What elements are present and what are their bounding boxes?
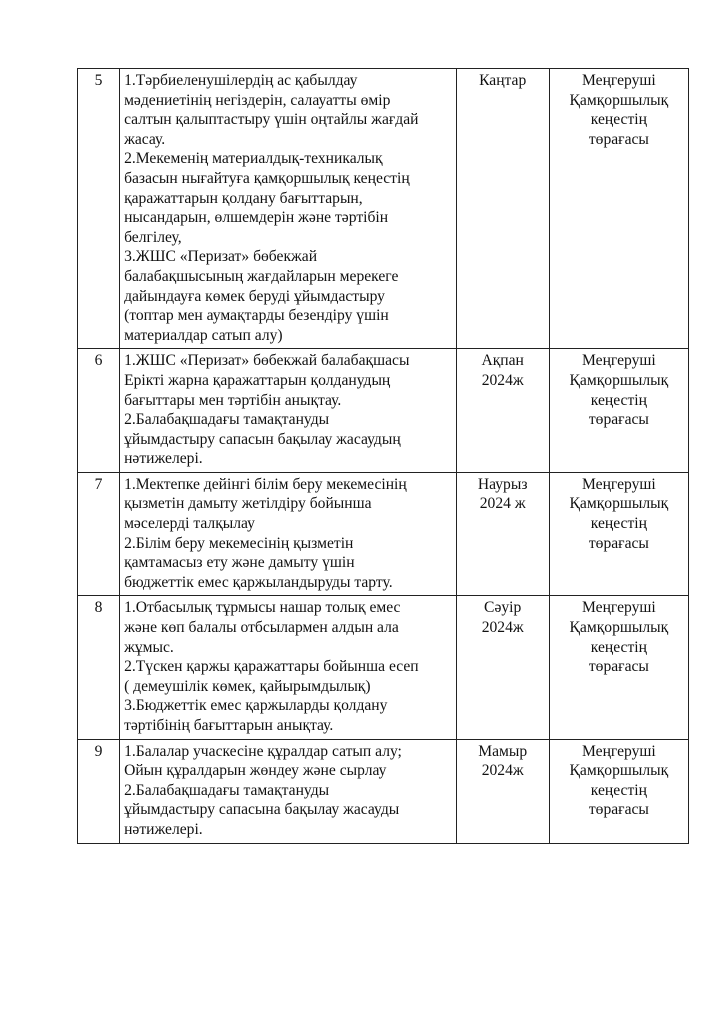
table-row	[78, 739, 689, 843]
activity-text-line: бюджеттік емес қаржыландыруды тарту.	[124, 573, 393, 591]
activity-text-line: 1.Балалар учаскесіне құралдар сатып алу;	[124, 742, 402, 760]
row-number: 8	[94, 599, 103, 617]
row-number: 7	[94, 475, 103, 493]
activity-text-line: 2.Мекеменің материалдық-техникалық	[124, 150, 383, 168]
table-row	[78, 596, 689, 739]
plan-table	[77, 68, 689, 844]
responsible-text-line: кеңестің	[590, 111, 647, 129]
activity-text-line: қаражаттарын қолдану бағыттарын,	[124, 189, 363, 207]
responsible-cell	[549, 739, 688, 843]
date-text-line: Наурыз	[477, 475, 528, 493]
date-text-line: 2024 ж	[479, 495, 526, 513]
activity-text-line: 3.ЖШС «Перизат» бөбекжай	[124, 248, 318, 266]
date-text-line: Ақпан	[481, 352, 524, 370]
activity-text-line: белгілеу,	[124, 228, 182, 246]
activity-text-line: 2.Балабақшадағы тамақтануды	[124, 411, 330, 429]
responsible-text-line: кеңестің	[590, 638, 647, 656]
row-number-cell	[78, 596, 120, 739]
activity-text-line: салтын қалыптастыру үшін оңтайлы жағдай	[124, 111, 419, 129]
date-text-line: Мамыр	[478, 742, 528, 760]
responsible-text-line: төрағасы	[588, 130, 649, 148]
table-row	[78, 69, 689, 349]
activity-text-line: нәтижелері.	[124, 820, 203, 838]
activity-text-line: жасау.	[124, 130, 166, 148]
activity-text-line: ұйымдастыру сапасына бақылау жасауды	[124, 801, 400, 819]
date-cell	[456, 739, 549, 843]
responsible-text-line: кеңестің	[590, 391, 647, 409]
activity-text-line: ұйымдастыру сапасын бақылау жасаудың	[124, 430, 401, 448]
row-number: 6	[94, 352, 103, 370]
responsible-cell	[549, 349, 688, 473]
activity-text-line: балабақшысының жағдайларын мерекеге	[124, 267, 399, 285]
activity-text-line: мәдениетінің негіздерін, салауатты өмір	[124, 91, 391, 109]
activity-text-line: тәртібінің бағыттарын анықтау.	[124, 717, 334, 734]
activity-text-line: базасын нығайтуға қамқоршылық кеңестің	[124, 169, 410, 187]
responsible-cell	[549, 472, 688, 596]
responsible-text-line: кеңестің	[590, 515, 647, 533]
activity-text-line: және көп балалы отбсылармен алдын ала	[124, 619, 399, 637]
activity-text-line: 1.Мектепке дейінгі білім беру мекемесінің	[124, 475, 407, 493]
activity-text-line: материалдар сатып алу)	[124, 326, 283, 344]
responsible-text-line: Қамқоршылық	[569, 91, 669, 109]
responsible-text-line: Меңгеруші	[581, 475, 656, 493]
date-cell	[456, 349, 549, 473]
responsible-text-line: төрағасы	[588, 411, 649, 429]
date-text-line: 2024ж	[481, 762, 524, 780]
activity-text-line: 2.Балабақшадағы тамақтануды	[124, 781, 330, 799]
row-number: 9	[94, 742, 103, 760]
date-cell	[456, 596, 549, 739]
responsible-text-line: Меңгеруші	[581, 742, 656, 760]
responsible-cell	[549, 69, 688, 349]
activity-text-line: 2.Түскен қаржы қаражаттары бойынша есеп	[124, 658, 419, 676]
date-text-line: 2024ж	[481, 619, 524, 637]
date-cell	[456, 472, 549, 596]
activity-cell	[120, 69, 457, 349]
date-text-line: Каңтар	[479, 72, 527, 89]
row-number: 5	[94, 72, 103, 89]
responsible-text-line: төрағасы	[588, 534, 649, 552]
activity-text-line: 1.ЖШС «Перизат» бөбекжай балабақшасы	[124, 352, 410, 370]
date-cell	[456, 69, 549, 349]
activity-text-line: нәтижелері.	[124, 450, 203, 468]
responsible-text-line: төрағасы	[588, 658, 649, 676]
responsible-text-line: Қамқоршылық	[569, 762, 669, 780]
responsible-text-line: Меңгеруші	[581, 352, 656, 370]
responsible-text-line: Қамқоршылық	[569, 495, 669, 513]
activity-text-line: мәселерді талқылау	[124, 515, 255, 533]
activity-text-line: жұмыс.	[124, 638, 174, 656]
activity-text-line: Ойын құралдарын жөндеу және сырлау	[124, 762, 387, 780]
row-number-cell	[78, 349, 120, 473]
activity-text-line: 1.Отбасылық тұрмысы нашар толық емес	[124, 599, 401, 617]
responsible-cell	[549, 596, 688, 739]
activity-text-line: бағыттары мен тәртібін анықтау.	[124, 391, 342, 409]
responsible-text-line: Меңгеруші	[581, 599, 656, 617]
activity-cell	[120, 472, 457, 596]
responsible-text-line: Қамқоршылық	[569, 619, 669, 637]
row-number-cell	[78, 69, 120, 349]
row-number-cell	[78, 472, 120, 596]
responsible-text-line: төрағасы	[588, 801, 649, 819]
activity-text-line: 3.Бюджеттік емес қаржыларды қолдану	[124, 697, 388, 715]
activity-text-line: Ерікті жарна қаражаттарын қолданудың	[124, 371, 391, 389]
responsible-text-line: Меңгеруші	[581, 72, 656, 89]
activity-text-line: ( демеушілік көмек, қайырымдылық)	[124, 677, 371, 695]
activity-text-line: (топтар мен аумақтарды безендіру үшін	[124, 307, 389, 325]
responsible-text-line: Қамқоршылық	[569, 371, 669, 389]
activity-text-line: 1.Тәрбиеленушілердің ас қабылдау	[124, 72, 358, 89]
activity-text-line: қызметін дамыту жетілдіру бойынша	[124, 495, 372, 513]
table-row	[78, 472, 689, 596]
table-row	[78, 349, 689, 473]
date-text-line: 2024ж	[481, 371, 524, 389]
activity-cell	[120, 349, 457, 473]
activity-text-line: нысандарын, өлшемдерін және тәртібін	[124, 209, 389, 227]
activity-cell	[120, 596, 457, 739]
activity-text-line: қамтамасыз ету және дамыту үшін	[124, 554, 355, 572]
activity-cell	[120, 739, 457, 843]
responsible-text-line: кеңестің	[590, 781, 647, 799]
row-number-cell	[78, 739, 120, 843]
date-text-line: Сәуір	[484, 599, 522, 617]
activity-text-line: дайындауға көмек беруді ұйымдастыру	[124, 287, 385, 305]
activity-text-line: 2.Білім беру мекемесінің қызметін	[124, 534, 354, 552]
